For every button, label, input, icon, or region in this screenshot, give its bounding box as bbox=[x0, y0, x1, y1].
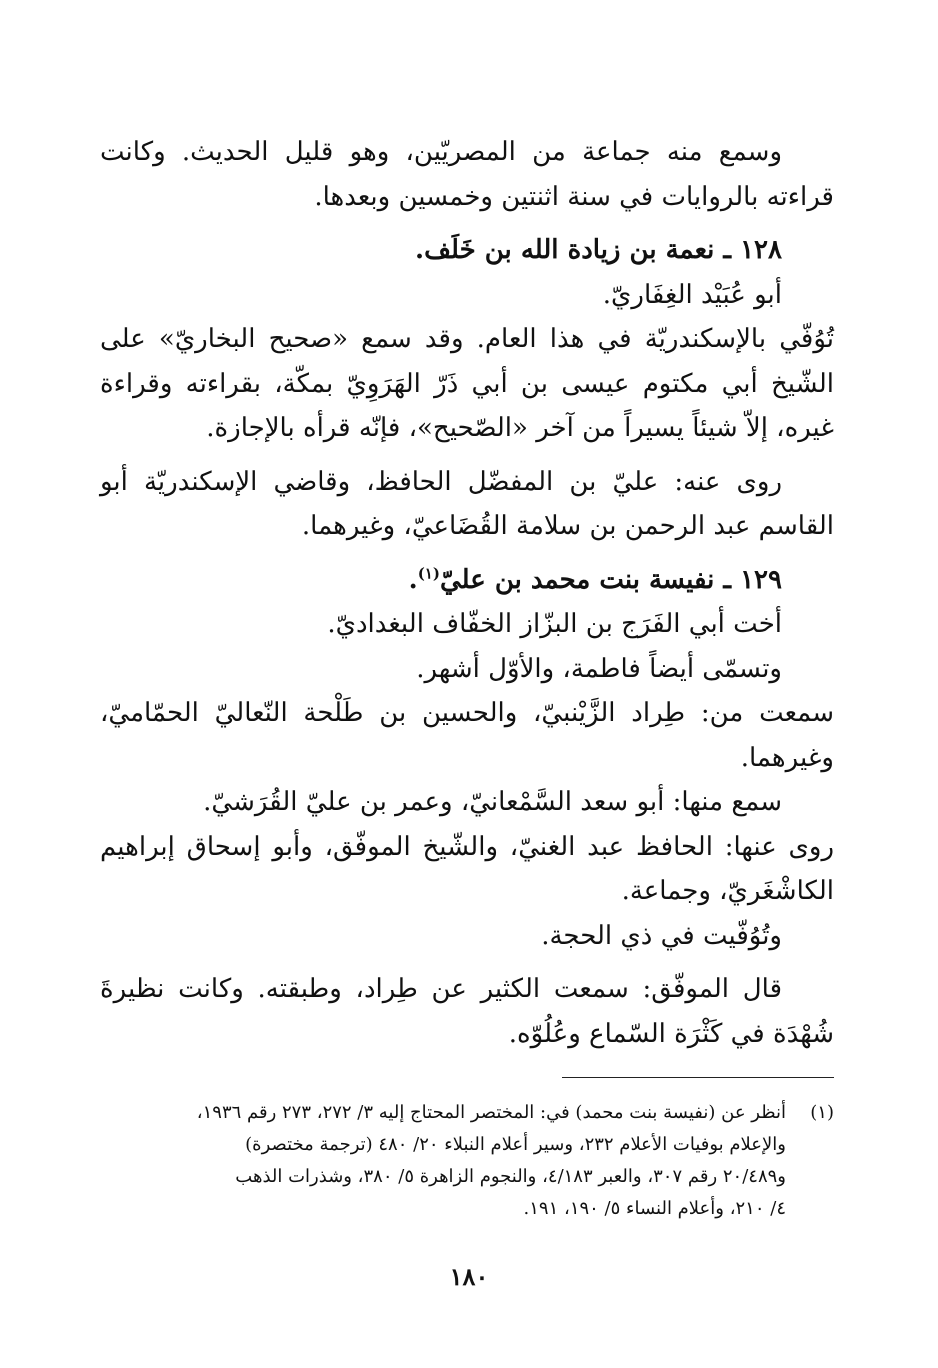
footnote-line: أنظر عن (نفيسة بنت محمد) في: المختصر المحتاج إليه ٣/ ٢٧٢، ٢٧٣ رقم ١٩٣٦، bbox=[196, 1102, 786, 1123]
paragraph: روى عنه: عليّ بن المفضّل الحافظ، وقاضي الإسكندريّة أبو القاسم عبد الرحمن بن سلامة القُضَاعيّ، وغيرهما. bbox=[100, 466, 834, 541]
page-number: ١٨٠ bbox=[449, 1262, 489, 1291]
paragraph: وتسمّى أيضاً فاطمة، والأوّل أشهر. bbox=[416, 653, 782, 684]
footnote bbox=[98, 1097, 834, 1225]
paragraph: سمع منها: أبو سعد السَّمْعانيّ، وعمر بن عليّ القُرَشيّ. bbox=[203, 787, 782, 817]
entry-heading-end: . bbox=[408, 564, 418, 595]
paragraph: روى عنها: الحافظ عبد الغنيّ، والشّيخ الموفّق، وأبو إسحاق إبراهيم الكاشْغَريّ، وجماعة. bbox=[100, 831, 834, 906]
footnote-divider bbox=[562, 1077, 834, 1078]
footnote-line: و٢٠/٤٨٩ رقم ٣٠٧، والعبر ٤/١٨٣، والنجوم الزاهرة ٥/ ٣٨٠، وشذرات الذهب bbox=[235, 1166, 786, 1187]
footnote-line: والإعلام بوفيات الأعلام ٢٣٢، وسير أعلام النبلاء ٢٠/ ٤٨٠ (ترجمة مختصرة) bbox=[245, 1134, 786, 1155]
paragraph: سمعت من: طِراد الزَّيْنبيّ، والحسين بن طَلْحة النّعاليّ الحمّاميّ، وغيرهما. bbox=[100, 698, 834, 773]
paragraph: وتُوُفّيت في ذي الحجة. bbox=[541, 920, 782, 951]
paragraph: أخت أبي الفَرَج بن البزّاز الخفّاف البغداديّ. bbox=[327, 609, 782, 639]
footnote-number: (١) bbox=[810, 1102, 834, 1123]
entry-heading-129 bbox=[100, 558, 834, 603]
entry-heading-text: ١٢٩ ـ نفيسة بنت محمد بن عليّ bbox=[439, 564, 782, 595]
entry-kunya: أبو عُبَيْد الغِفَاريّ. bbox=[602, 279, 782, 310]
footnote-text bbox=[98, 1097, 786, 1225]
paragraph: تُوُفّي بالإسكندريّة في هذا العام. وقد سمع «صحيح البخاريّ» على الشّيخ أبي مكتوم عيسى بن أبي ذَرّ الهَرَوِيّ بمكّة، بقراءته وقراءة غيره، إلاّ شيئاً يسيراً من آخر «الصّحيح»، فإنّه قرأه بالإجازة. bbox=[100, 324, 834, 443]
paragraph: وسمع منه جماعة من المصريّين، وهو قليل الحديث. وكانت قراءته بالروايات في سنة اثنتين وخمسين وبعدها. bbox=[100, 137, 834, 212]
footnote-line: ٤/ ٢١٠، وأعلام النساء ٥/ ١٩٠، ١٩١. bbox=[523, 1198, 786, 1219]
entry-heading-128: ١٢٨ ـ نعمة بن زيادة الله بن خَلَف. bbox=[415, 235, 782, 265]
main-text bbox=[100, 130, 834, 1056]
footnote-reference: (١) bbox=[417, 563, 440, 582]
paragraph: قال الموفّق: سمعت الكثير عن طِراد، وطبقته. وكانت نظيرةَ شُهْدَة في كَثْرَة السّماع وعُلُوّه. bbox=[100, 974, 834, 1049]
